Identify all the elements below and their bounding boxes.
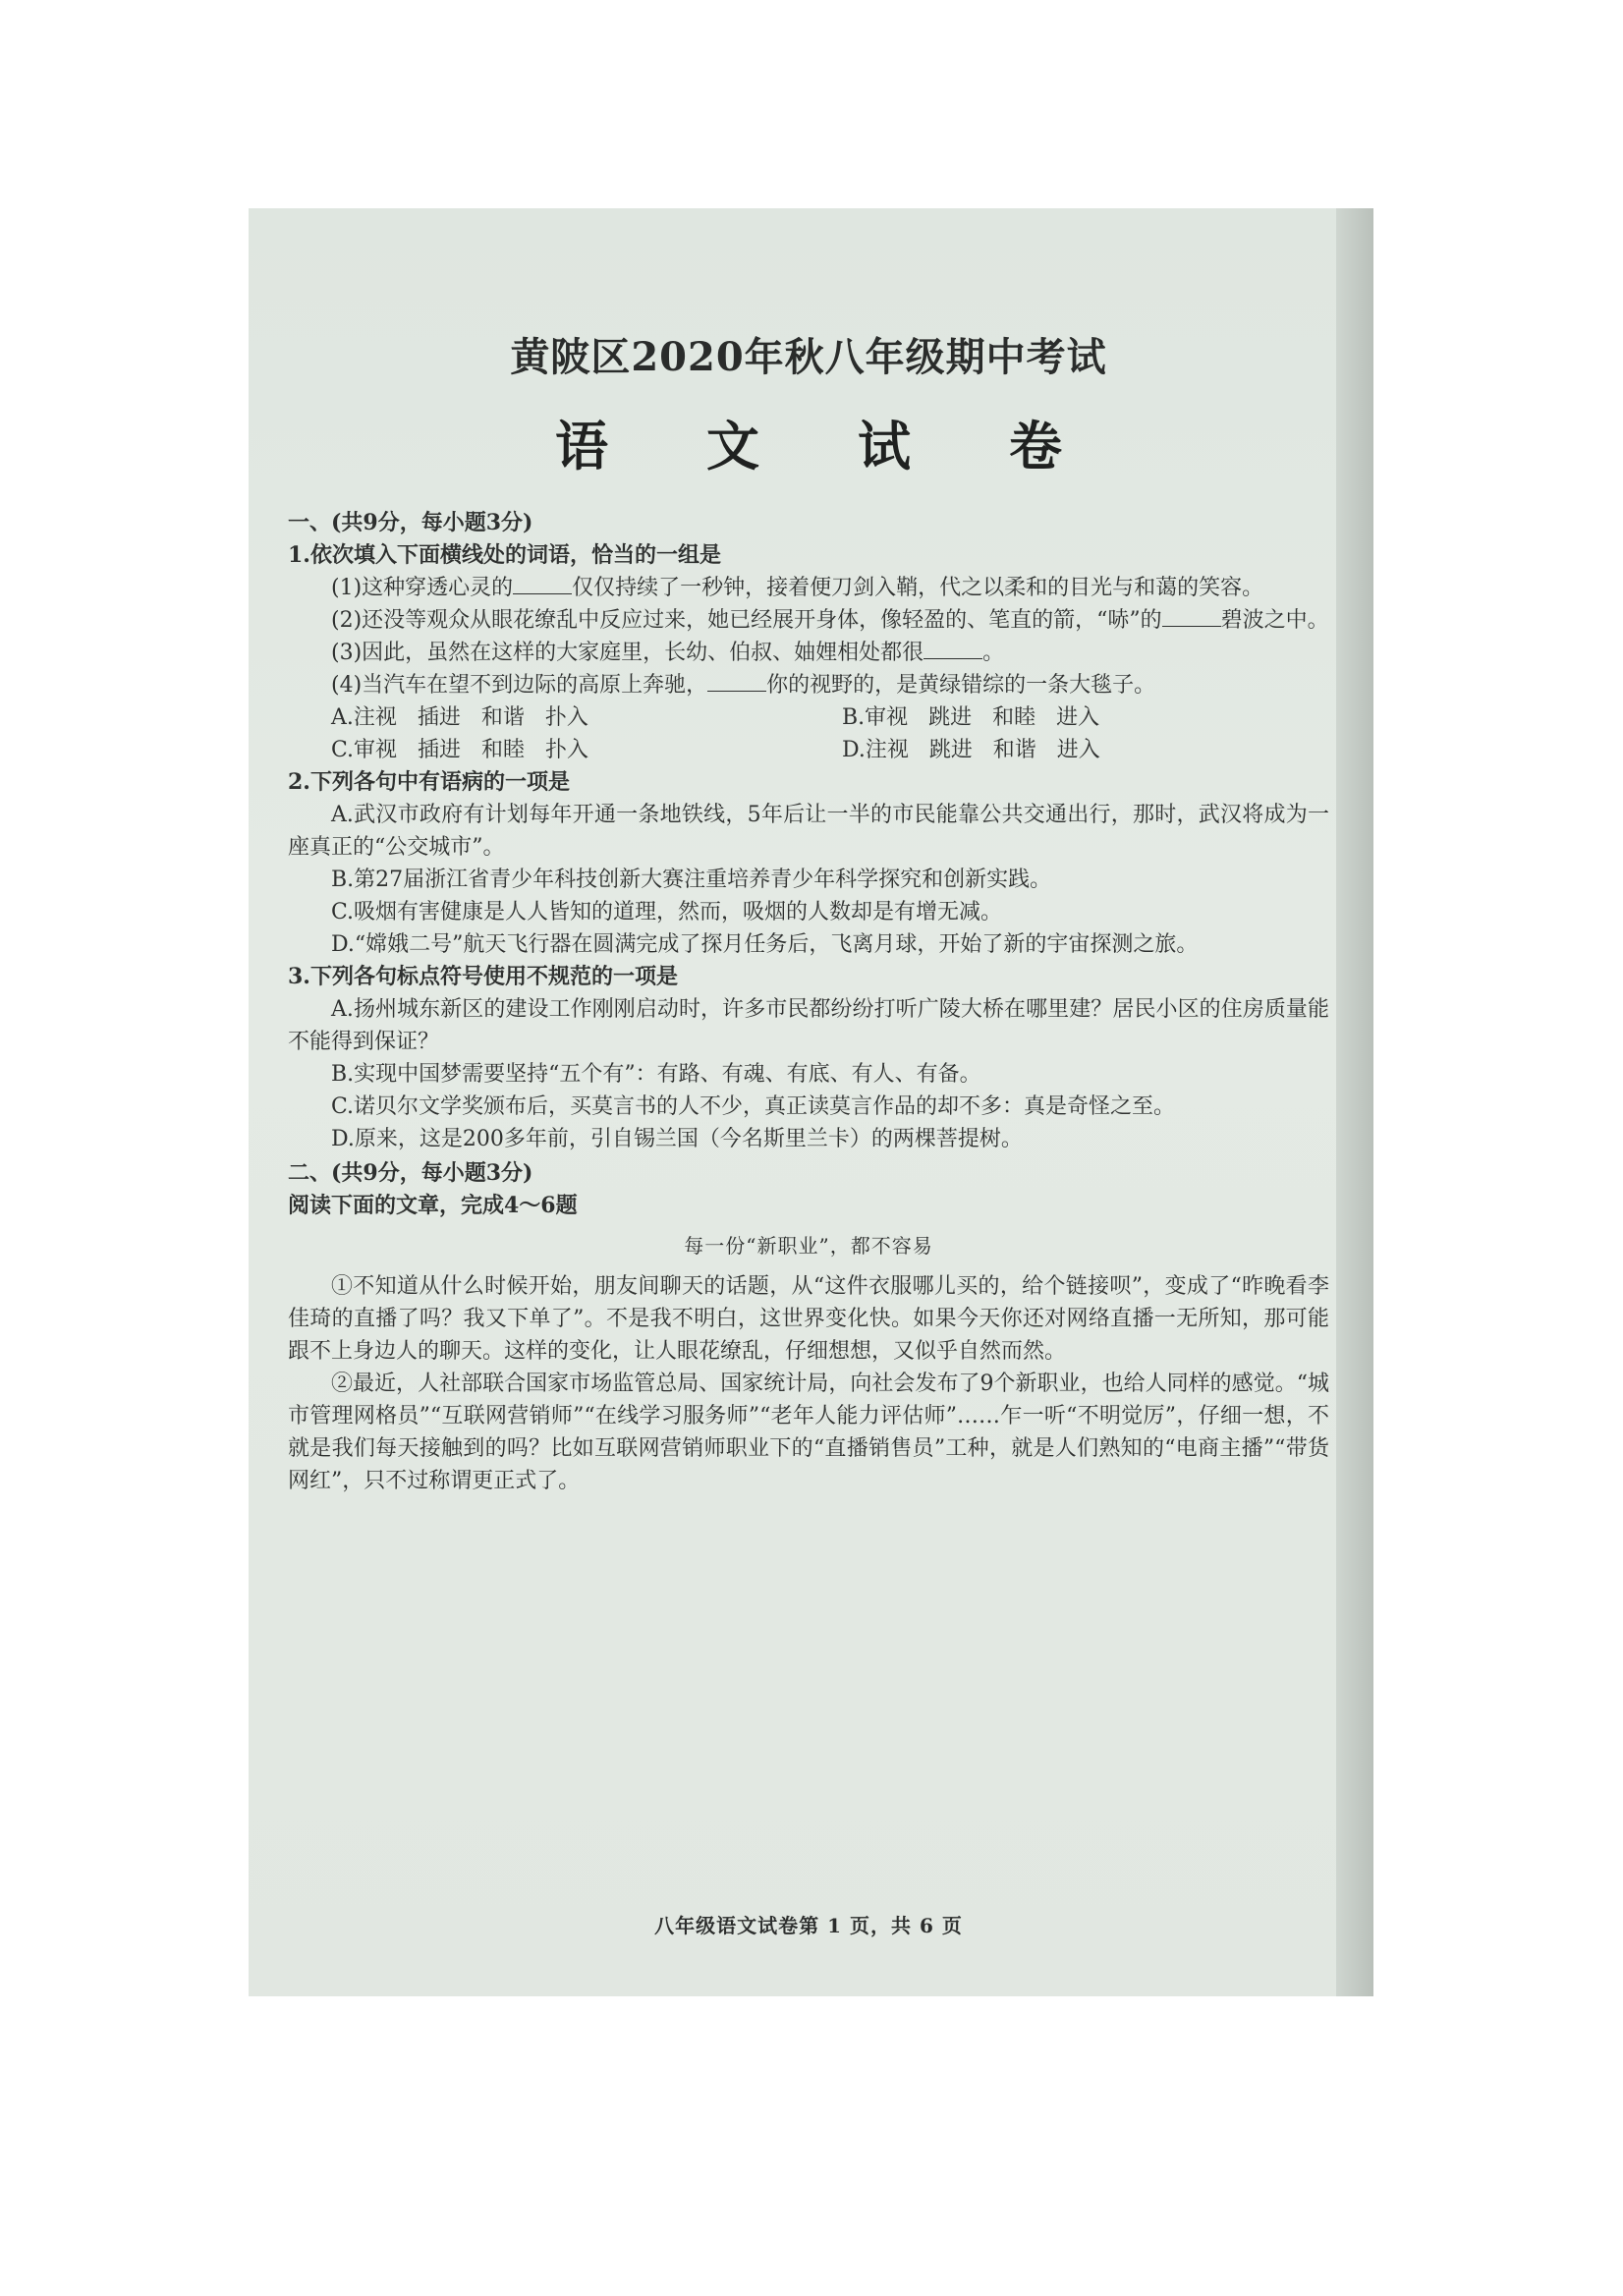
article-paragraph-1: ①不知道从什么时候开始，朋友间聊天的话题，从“这件衣服哪儿买的，给个链接呗”，变成了“昨晚看李佳琦的直播了吗？我又下单了”。不是我不明白，这世界变化快。如果今天你还对网络直播一无所知，那可能跟不上身边人的聊天。这样的变化，让人眼花缭乱，仔细想想，又似乎自然而然。 bbox=[288, 1274, 1329, 1364]
q2-option-c: C.吸烟有害健康是人人皆知的道理，然而，吸烟的人数却是有增无减。 bbox=[331, 900, 1003, 924]
section-2-heading: 二、(共9分，每小题3分) bbox=[288, 1160, 533, 1186]
q1-option-d: D.注视 跳进 和谐 进入 bbox=[842, 738, 1100, 762]
q1-sentence-1: (1)这种穿透心灵的 仅仅持续了一秒钟，接着便刀剑入鞘，代之以柔和的目光与和蔼的笑容。 bbox=[331, 576, 1264, 600]
question-1-prompt: 1.依次填入下面横线处的词语，恰当的一组是 bbox=[288, 542, 721, 568]
q2-option-d: D.“嫦娥二号”航天飞行器在圆满完成了探月任务后，飞离月球，开始了新的宇宙探测之旅。 bbox=[331, 932, 1199, 957]
q1-option-a: A.注视 插进 和谐 扑入 bbox=[331, 705, 588, 730]
subtitle-char: 语 bbox=[555, 415, 608, 477]
q1-sentence-4: (4)当汽车在望不到边际的高原上奔驰， 你的视野的，是黄绿错综的一条大毯子。 bbox=[331, 673, 1156, 698]
subtitle-char: 试 bbox=[858, 415, 911, 477]
article-paragraph-2: ②最近，人社部联合国家市场监管总局、国家统计局，向社会发布了9个新职业，也给人同样的感觉。“城市管理网格员”“互联网营销师”“在线学习服务师”“老年人能力评估师”……乍一听“不明觉厉”，仔细一想，不就是我们每天接触到的吗？比如互联网营销师职业下的“直播销售员”工种，就是人们熟知的“电商主播”“带货网红”，只不过称谓更正式了。 bbox=[288, 1372, 1329, 1493]
section-1-heading: 一、(共9分，每小题3分) bbox=[288, 510, 533, 535]
q2-option-a: A.武汉市政府有计划每年开通一条地铁线，5年后让一半的市民能靠公共交通出行，那时，武汉将成为一座真正的“公交城市”。 bbox=[288, 803, 1329, 860]
page-footer: 八年级语文试卷第 1 页，共 6 页 bbox=[654, 1914, 963, 1937]
section-2-intro: 阅读下面的文章，完成4～6题 bbox=[288, 1193, 578, 1218]
exam-subtitle bbox=[288, 405, 1329, 480]
subtitle-char: 卷 bbox=[1009, 415, 1062, 477]
q1-option-c: C.审视 插进 和睦 扑入 bbox=[331, 738, 588, 762]
exam-title: 黄陂区2020年秋八年级期中考试 bbox=[510, 334, 1107, 380]
q1-options bbox=[288, 701, 1329, 766]
question-2-prompt: 2.下列各句中有语病的一项是 bbox=[288, 769, 570, 795]
q3-option-c: C.诺贝尔文学奖颁布后，买莫言书的人不少，真正读莫言作品的却不多：真是奇怪之至。 bbox=[331, 1094, 1176, 1119]
q1-option-b: B.审视 跳进 和睦 进入 bbox=[842, 705, 1100, 730]
q3-option-b: B.实现中国梦需要坚持“五个有”：有路、有魂、有底、有人、有备。 bbox=[331, 1062, 981, 1087]
page-edge-shadow bbox=[1336, 208, 1373, 1996]
q3-option-a: A.扬州城东新区的建设工作刚刚启动时，许多市民都纷纷打听广陵大桥在哪里建？居民小区的住房质量能不能得到保证？ bbox=[288, 997, 1329, 1054]
q1-sentence-3: (3)因此，虽然在这样的大家庭里，长幼、伯叔、妯娌相处都很 。 bbox=[331, 641, 1005, 665]
article-title: 每一份“新职业”，都不容易 bbox=[684, 1234, 933, 1258]
question-3-prompt: 3.下列各句标点符号使用不规范的一项是 bbox=[288, 964, 678, 989]
q3-option-d: D.原来，这是200多年前，引自锡兰国（今名斯里兰卡）的两棵菩提树。 bbox=[331, 1127, 1023, 1151]
subtitle-char: 文 bbox=[706, 415, 759, 477]
q2-option-b: B.第27届浙江省青少年科技创新大赛注重培养青少年科学探究和创新实践。 bbox=[331, 868, 1052, 892]
q1-sentence-2: (2)还没等观众从眼花缭乱中反应过来，她已经展开身体，像轻盈的、笔直的箭，“哧”的 碧波之中。 bbox=[331, 608, 1329, 633]
exam-body bbox=[288, 505, 1329, 1497]
scanned-exam-photo bbox=[249, 208, 1373, 1996]
